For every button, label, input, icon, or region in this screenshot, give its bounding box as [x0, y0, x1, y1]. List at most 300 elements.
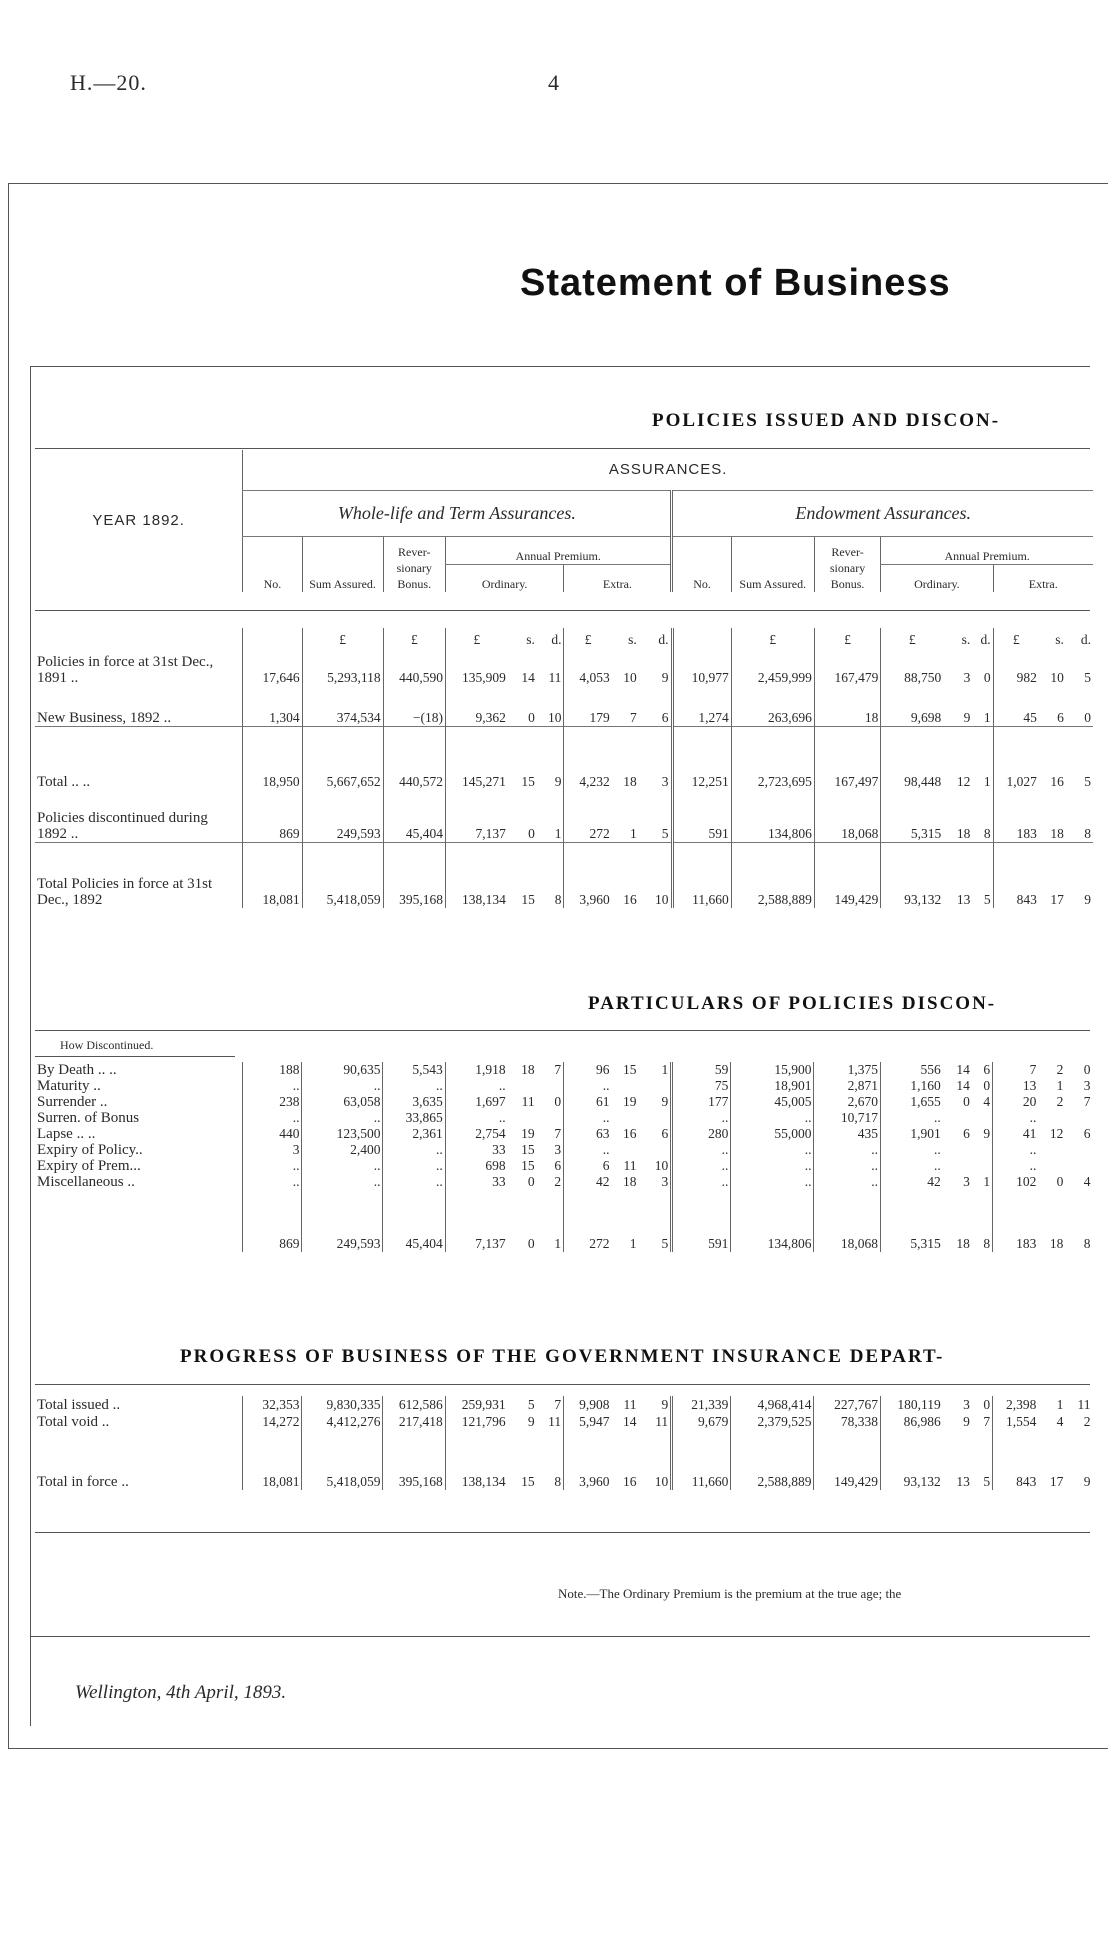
table-cell: 96	[564, 1062, 612, 1078]
table-cell: 4,053	[564, 648, 612, 686]
table-cell: ..	[243, 1110, 302, 1126]
table-cell: 1,901	[880, 1126, 942, 1142]
table-cell	[638, 1110, 671, 1126]
table-cell: 17	[1050, 892, 1064, 907]
table-cell: 18	[814, 686, 881, 726]
section2-row	[35, 1158, 1093, 1174]
table-cell: ..	[564, 1078, 612, 1094]
table-cell: 0	[1083, 1062, 1091, 1077]
footnote: Note.—The Ordinary Premium is the premium at the true age; the	[558, 1586, 902, 1601]
table-cell: 0	[983, 670, 991, 685]
table-cell: 6	[1083, 1126, 1091, 1141]
table-cell: 1	[661, 1062, 669, 1077]
table-cell: ..	[814, 1174, 880, 1190]
table-cell: 698	[445, 1158, 507, 1174]
table-cell: 9	[661, 1397, 669, 1412]
table-cell: 2,871	[814, 1078, 880, 1094]
table-cell	[972, 1142, 993, 1158]
table-cell: ..	[993, 1110, 1039, 1126]
table-cell: 14	[956, 1062, 970, 1077]
table-cell: 179	[564, 686, 612, 726]
table-cell: 5,947	[564, 1413, 612, 1430]
table-cell: ..	[814, 1158, 880, 1174]
table-cell: 12,251	[672, 726, 731, 790]
table-cell: 8	[1083, 1236, 1091, 1251]
section3-row	[35, 1396, 1093, 1413]
table-cell: 1,655	[880, 1094, 942, 1110]
table-cell: 5,418,059	[302, 842, 383, 908]
table-cell: ..	[383, 1174, 445, 1190]
table-cell: 7	[983, 1414, 991, 1429]
table-cell: ..	[445, 1110, 507, 1126]
table-cell: 7,137	[445, 1190, 507, 1252]
table-cell: 180,119	[880, 1396, 942, 1413]
table-cell: 13	[956, 892, 971, 907]
table-cell: 0	[527, 1236, 535, 1251]
table-cell: ..	[672, 1110, 731, 1126]
table-cell: 1	[630, 825, 637, 841]
table-cell: 2,398	[993, 1396, 1039, 1413]
table-cell: 272	[564, 1190, 612, 1252]
table-cell: 0	[554, 1094, 562, 1109]
table-cell: 2,379,525	[731, 1413, 814, 1430]
col-annual-premium: Annual Premium.	[445, 536, 672, 564]
table-cell: 138,134	[445, 1430, 507, 1490]
table-cell: 3,635	[383, 1094, 445, 1110]
table-cell: 41	[993, 1126, 1039, 1142]
section3-heading: PROGRESS OF BUSINESS OF THE GOVERNMENT INSURANCE DEPART-	[180, 1346, 945, 1367]
row-label: Maturity ..	[37, 1078, 101, 1094]
table-cell: 18,068	[814, 1190, 880, 1252]
table-cell: 3	[963, 670, 971, 685]
row-label: By Death .. ..	[37, 1062, 117, 1078]
table-cell: 5,418,059	[302, 1430, 383, 1490]
table-cell: 8	[983, 1236, 991, 1251]
table-cell: 14,272	[243, 1413, 302, 1430]
table-cell: ..	[814, 1142, 880, 1158]
table-cell: 9,698	[881, 686, 943, 726]
how-underline	[35, 1056, 235, 1057]
whole-life-heading: Whole-life and Term Assurances.	[243, 490, 672, 536]
table-cell: 42	[564, 1174, 612, 1190]
section1-header-table	[35, 450, 1093, 592]
table-cell: 395,168	[383, 842, 445, 908]
section1-heading: POLICIES ISSUED AND DISCON-	[652, 410, 1001, 431]
table-cell: 45,404	[383, 790, 445, 842]
table-cell: 1	[629, 1236, 637, 1251]
table-cell: 1	[1056, 1397, 1064, 1412]
table-cell: ..	[383, 1158, 445, 1174]
table-cell: 869	[243, 790, 302, 842]
table-cell: 11	[1077, 1397, 1091, 1412]
table-cell: 3	[554, 1142, 562, 1157]
table-cell: 183	[993, 1190, 1039, 1252]
table-cell	[508, 1110, 537, 1126]
table-cell: 0	[1084, 709, 1091, 725]
table-cell: 7	[630, 709, 637, 725]
table-cell: 3	[963, 1174, 970, 1189]
table-cell: ..	[672, 1142, 731, 1158]
table-cell: 13	[993, 1078, 1039, 1094]
table-cell: 4	[983, 1094, 991, 1109]
top-rule	[8, 183, 1108, 184]
table-cell: 5	[1084, 670, 1091, 685]
table-cell: 6	[983, 1062, 991, 1077]
col-annual-premium-endow: Annual Premium.	[881, 536, 1093, 564]
table-cell: 134,806	[731, 1190, 814, 1252]
table-cell	[508, 1078, 537, 1094]
table-cell: 435	[814, 1126, 880, 1142]
section2-row	[35, 1174, 1093, 1190]
table-cell: 78,338	[814, 1413, 880, 1430]
table-cell	[943, 1158, 972, 1174]
row-label: Expiry of Prem...	[37, 1158, 141, 1174]
table-cell: 9	[661, 670, 669, 685]
table-cell: 7	[554, 1397, 562, 1412]
section2-top-rule	[35, 1030, 1090, 1031]
table-cell: 11	[521, 1094, 535, 1109]
row-label: Total Policies in force at 31st Dec., 1892	[37, 876, 213, 908]
table-cell: 93,132	[881, 842, 943, 908]
table-cell: 0	[1056, 1174, 1064, 1189]
table-cell	[611, 1078, 638, 1094]
table-cell: ..	[731, 1158, 814, 1174]
table-cell: 11	[623, 1158, 637, 1173]
table-cell: 9	[983, 1126, 991, 1141]
table-cell: ..	[880, 1142, 942, 1158]
table-cell: 134,806	[731, 790, 814, 842]
note-rule	[30, 1636, 1090, 1637]
table-cell: 13	[956, 1474, 970, 1489]
section2-row	[35, 1094, 1093, 1110]
table-cell: 9,679	[672, 1413, 731, 1430]
table-cell: 11	[548, 1414, 562, 1429]
table-cell: ..	[880, 1110, 942, 1126]
table-cell: 7	[554, 1126, 562, 1141]
table-cell: 18	[1050, 825, 1064, 841]
col-no: No.	[243, 536, 302, 592]
table-cell: 3	[963, 1397, 970, 1412]
table-cell: 869	[243, 1190, 302, 1252]
table-cell: 9	[527, 1414, 535, 1429]
table-cell: 1,918	[445, 1062, 507, 1078]
table-cell: 18	[623, 774, 637, 789]
table-cell: 12	[1049, 1126, 1064, 1141]
section1-row	[35, 686, 1093, 726]
section2-row	[35, 1110, 1093, 1126]
table-cell: 6	[661, 1126, 669, 1141]
section3-top-rule	[35, 1384, 1090, 1385]
table-cell	[611, 1110, 638, 1126]
table-cell: 11	[623, 1397, 637, 1412]
table-cell: ..	[993, 1158, 1039, 1174]
unit-s: s.	[1055, 632, 1064, 647]
table-cell: 395,168	[383, 1430, 445, 1490]
col-sum-assured: Sum Assured.	[302, 536, 383, 592]
table-cell: 5	[527, 1397, 535, 1412]
table-cell: 98,448	[881, 726, 943, 790]
table-cell: 1	[983, 1174, 991, 1189]
table-cell: 8	[554, 1474, 562, 1489]
table-cell: 59	[672, 1062, 731, 1078]
units-row	[35, 628, 1093, 648]
table-cell: 1	[983, 709, 991, 725]
table-cell: 145,271	[445, 726, 507, 790]
table-cell: 12	[956, 774, 971, 789]
table-cell: 45,404	[383, 1190, 445, 1252]
row-label: Policies discontinued during 1892 ..	[37, 809, 208, 842]
table-cell: 33	[445, 1174, 507, 1190]
table-cell	[1065, 1158, 1092, 1174]
table-cell: 440	[243, 1126, 302, 1142]
table-cell: 11	[548, 670, 562, 685]
table-cell: 11	[655, 1414, 669, 1429]
table-cell: 188	[243, 1062, 302, 1078]
table-cell: 93,132	[880, 1430, 942, 1490]
table-cell: 8	[1084, 825, 1091, 841]
table-cell: 2,588,889	[731, 842, 814, 908]
table-cell: 374,534	[302, 686, 383, 726]
table-cell: 440,590	[383, 648, 445, 686]
bottom-rule	[8, 1748, 1108, 1749]
table-cell: 9,830,335	[302, 1396, 383, 1413]
table-cell: 1	[983, 774, 991, 789]
table-cell: 272	[564, 790, 612, 842]
table-cell: 19	[521, 1126, 535, 1141]
row-label: Surren. of Bonus	[37, 1110, 140, 1126]
table-cell: 90,635	[302, 1062, 383, 1078]
table-cell: 7	[554, 1062, 562, 1077]
table-cell: 259,931	[445, 1396, 507, 1413]
table-cell: ..	[564, 1142, 612, 1158]
table-cell: 18,081	[243, 842, 302, 908]
unit-d: d.	[980, 632, 991, 647]
table-cell: 5	[661, 825, 669, 841]
table-cell: 5,667,652	[302, 726, 383, 790]
table-cell: 14	[622, 1414, 637, 1429]
table-cell: 280	[672, 1126, 731, 1142]
table-cell: 18	[1049, 1236, 1064, 1251]
table-cell: ..	[243, 1078, 302, 1094]
table-cell: 63	[564, 1126, 612, 1142]
table-cell: 14	[956, 1078, 970, 1093]
table-cell: 15	[521, 1142, 535, 1157]
table-cell: 19	[622, 1094, 637, 1109]
table-cell: 8	[983, 825, 991, 841]
table-cell: 18	[956, 1236, 970, 1251]
table-cell: ..	[302, 1174, 383, 1190]
table-cell: ..	[731, 1174, 814, 1190]
table-cell: 11,660	[672, 842, 731, 908]
section1-row	[35, 648, 1093, 686]
table-cell: 612,586	[383, 1396, 445, 1413]
table-cell: 1,274	[672, 686, 731, 726]
table-cell: 102	[993, 1174, 1039, 1190]
table-cell: 3	[243, 1142, 302, 1158]
table-cell: ..	[243, 1158, 302, 1174]
table-cell: ..	[731, 1110, 814, 1126]
unit-d: d.	[1080, 632, 1091, 647]
unit-pound: £	[993, 628, 1039, 648]
section1-body-table	[35, 628, 1093, 908]
table-cell: 4,968,414	[731, 1396, 814, 1413]
table-cell: 15	[521, 1474, 535, 1489]
table-cell: 1,375	[814, 1062, 880, 1078]
table-cell	[943, 1110, 972, 1126]
table-cell: 9,362	[445, 686, 507, 726]
table-cell: ..	[302, 1110, 383, 1126]
section2-row	[35, 1078, 1093, 1094]
table-cell: 86,986	[880, 1413, 942, 1430]
signature-place-date: Wellington, 4th April, 1893.	[75, 1682, 287, 1703]
table-cell: ..	[383, 1142, 445, 1158]
table-cell: 33	[445, 1142, 507, 1158]
table-cell: 16	[1050, 774, 1064, 789]
endowment-heading: Endowment Assurances.	[672, 490, 1093, 536]
table-cell: 5,293,118	[302, 648, 383, 686]
table-cell: 2	[1056, 1094, 1064, 1109]
table-cell: 9	[1083, 1474, 1091, 1489]
table-cell: 556	[880, 1062, 942, 1078]
table-cell: 88,750	[881, 648, 943, 686]
table-cell: 0	[528, 825, 535, 841]
table-cell: 9	[554, 774, 562, 789]
col-sum-assured-endow: Sum Assured.	[731, 536, 814, 592]
table-cell: 3,960	[564, 842, 612, 908]
table-cell: 135,909	[445, 648, 507, 686]
page-title: Statement of Business	[520, 262, 951, 304]
table-cell: 177	[672, 1094, 731, 1110]
table-cell: 3	[661, 1174, 669, 1189]
table-cell: 2,670	[814, 1094, 880, 1110]
table-cell: ..	[993, 1142, 1039, 1158]
table-cell: 2,361	[383, 1126, 445, 1142]
table-cell	[1038, 1142, 1065, 1158]
table-cell: 7	[993, 1062, 1039, 1078]
table-cell: 0	[963, 1094, 970, 1109]
table-cell: 3	[1083, 1078, 1091, 1093]
table-cell: 32,353	[243, 1396, 302, 1413]
table-cell: 21,339	[672, 1396, 731, 1413]
table-cell: 1	[554, 825, 562, 841]
row-label: Total issued ..	[37, 1397, 121, 1413]
unit-pound: £	[564, 628, 612, 648]
table-cell: 8	[554, 892, 562, 907]
table-cell	[972, 1158, 993, 1174]
table-cell: 5	[1084, 774, 1091, 789]
table-cell: 4,412,276	[302, 1413, 383, 1430]
table-cell: 18	[622, 1174, 637, 1189]
table-cell: 2,459,999	[731, 648, 814, 686]
table-cell: ..	[302, 1078, 383, 1094]
inner-left-rule	[30, 366, 31, 1726]
table-cell: 2,588,889	[731, 1430, 814, 1490]
row-label: Surrender ..	[37, 1094, 108, 1110]
table-cell: 45	[993, 686, 1039, 726]
table-cell	[943, 1142, 972, 1158]
row-label: Total in force ..	[37, 1474, 129, 1490]
table-cell: 1	[1056, 1078, 1064, 1093]
table-cell: 17,646	[243, 648, 302, 686]
section2-total-row	[35, 1190, 1093, 1252]
table-cell: 5	[983, 1474, 991, 1489]
table-cell: 42	[880, 1174, 942, 1190]
table-cell: 5,315	[881, 790, 943, 842]
page-number: 4	[548, 70, 559, 95]
table-cell: 7,137	[445, 790, 507, 842]
table-cell: 2,754	[445, 1126, 507, 1142]
table-cell: −(18)	[383, 686, 445, 726]
table-cell: 217,418	[383, 1413, 445, 1430]
row-label: Lapse .. ..	[37, 1126, 96, 1142]
table-cell	[611, 1142, 638, 1158]
col-ordinary-endow: Ordinary.	[881, 564, 993, 592]
table-cell: 5,543	[383, 1062, 445, 1078]
table-cell: 123,500	[302, 1126, 383, 1142]
table-cell: ..	[243, 1174, 302, 1190]
row-label: Expiry of Policy..	[37, 1142, 143, 1158]
row-label: Policies in force at 31st Dec., 1891 ..	[37, 654, 214, 686]
table-cell: 15	[521, 774, 535, 789]
section2-heading: PARTICULARS OF POLICIES DISCON-	[588, 993, 997, 1014]
unit-s: s.	[961, 632, 971, 647]
table-cell: 6	[1057, 709, 1064, 725]
table-cell: 1,160	[880, 1078, 942, 1094]
col-extra-endow: Extra.	[993, 564, 1093, 592]
table-cell: 138,134	[445, 842, 507, 908]
table-cell: 1,027	[993, 726, 1039, 790]
unit-pound: £	[302, 628, 383, 648]
assurances-group: ASSURANCES.	[243, 450, 1093, 490]
table-cell: 18,950	[243, 726, 302, 790]
col-no-endow: No.	[672, 536, 731, 592]
table-cell	[638, 1078, 671, 1094]
table-cell: 4	[1083, 1174, 1091, 1189]
table-cell: ..	[880, 1158, 942, 1174]
table-cell: 14	[521, 670, 535, 685]
table-cell: 843	[993, 1430, 1039, 1490]
col-reversionary-bonus-endow: Rever- sionary Bonus.	[814, 536, 881, 592]
table-cell: 9,908	[564, 1396, 612, 1413]
section3-table	[35, 1396, 1093, 1490]
table-cell: 843	[993, 842, 1039, 908]
table-cell: 2	[1083, 1414, 1091, 1429]
how-discontinued-label: How Discontinued.	[60, 1038, 154, 1052]
unit-d: d.	[658, 632, 669, 647]
row-label: Total .. ..	[37, 774, 91, 790]
table-cell: ..	[302, 1158, 383, 1174]
table-cell: 2,723,695	[731, 726, 814, 790]
table-cell	[638, 1142, 671, 1158]
table-cell: 15	[521, 892, 535, 907]
table-cell: 121,796	[445, 1413, 507, 1430]
table-cell: 2	[1056, 1062, 1064, 1077]
unit-pound: £	[881, 628, 943, 648]
section1-row	[35, 842, 1093, 908]
section3-bottom-rule	[35, 1532, 1090, 1533]
table-cell: 18	[521, 1062, 535, 1077]
table-cell: 9	[1084, 892, 1091, 907]
table-cell: 149,429	[814, 1430, 880, 1490]
table-cell: 238	[243, 1094, 302, 1110]
table-cell: 982	[993, 648, 1039, 686]
table-cell	[1038, 1158, 1065, 1174]
col-reversionary-bonus: Rever- sionary Bonus.	[383, 536, 445, 592]
table-cell: 1,304	[243, 686, 302, 726]
table-cell	[1065, 1110, 1092, 1126]
table-cell: ..	[383, 1078, 445, 1094]
table-cell	[537, 1078, 564, 1094]
